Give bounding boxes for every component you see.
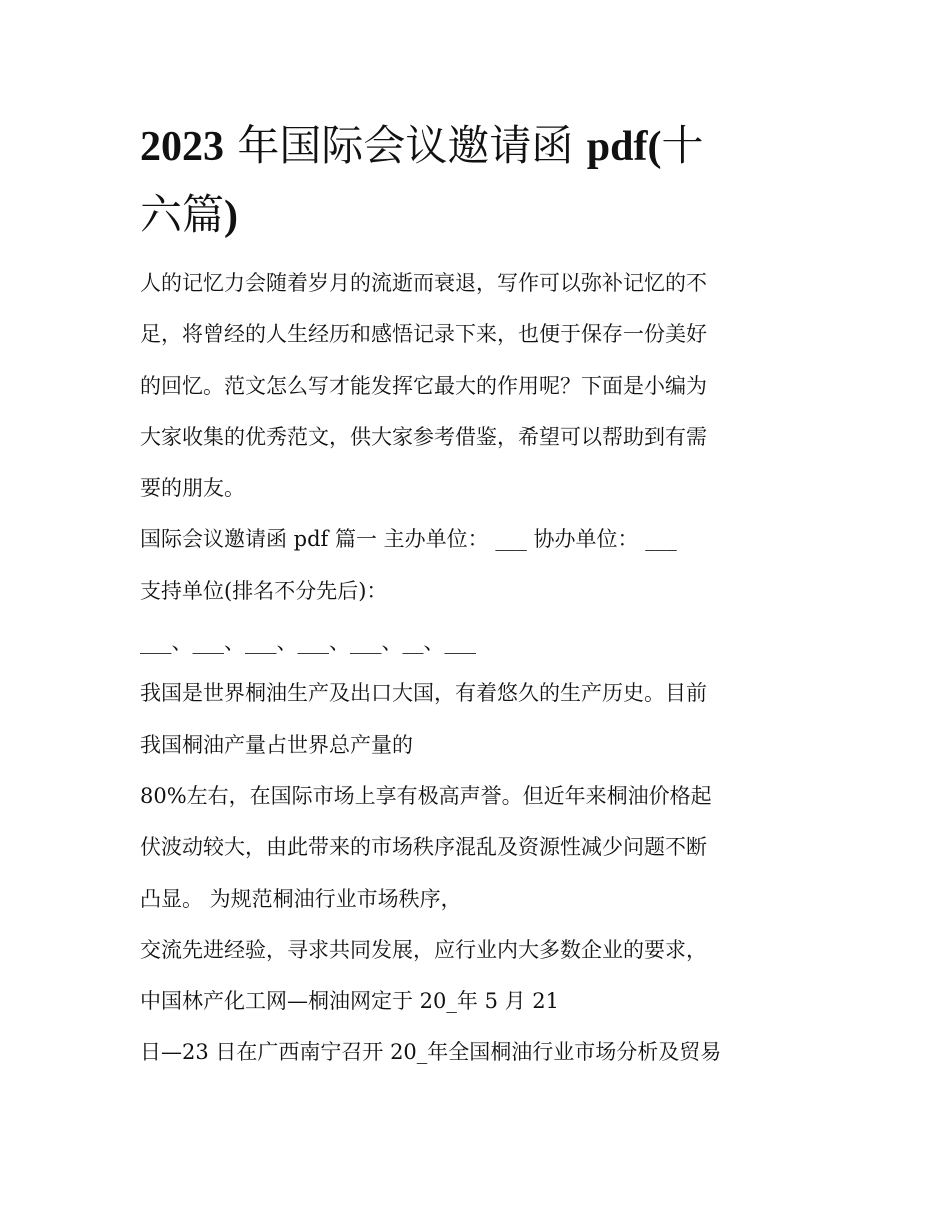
body-line: 足，将曾经的人生经历和感悟记录下来，也便于保存一份美好	[140, 322, 707, 347]
body-line: 我国是世界桐油生产及出口大国，有着悠久的生产历史。目前	[140, 681, 707, 706]
document-page	[140, 112, 812, 1079]
body-line: 中国林产化工网—桐油网定于 20_年 5 月 21	[140, 989, 560, 1014]
body-line: 国际会议邀请函 pdf 篇一 主办单位： ___ 协办单位： ___	[140, 527, 677, 552]
body-line: 大家收集的优秀范文，供大家参考借鉴，希望可以帮助到有需	[140, 424, 707, 449]
body-line: 我国桐油产量占世界总产量的	[140, 732, 413, 757]
body-line: 80%左右，在国际市场上享有极高声誉。但近年来桐油价格起	[140, 783, 712, 808]
document-title	[140, 112, 812, 250]
body-line: 要的朋友。	[140, 476, 245, 501]
body-line: 伏波动较大，由此带来的市场秩序混乱及资源性减少问题不断	[140, 835, 707, 860]
document-body	[140, 258, 812, 1079]
body-line: 日—23 日在广西南宁召开 20_年全国桐油行业市场分析及贸易	[140, 1040, 722, 1065]
body-line: 支持单位(排名不分先后)：	[140, 578, 388, 603]
title-line1-end: 十	[661, 121, 704, 170]
body-line: 交流先进经验，寻求共同发展，应行业内大多数企业的要求，	[140, 937, 707, 962]
title-line2-text: 六篇	[140, 190, 225, 239]
title-close-paren: )	[224, 193, 239, 239]
body-line: 凸显。 为规范桐油行业市场秩序，	[140, 886, 462, 911]
body-line: 人的记忆力会随着岁月的流逝而衰退，写作可以弥补记忆的不	[140, 271, 707, 295]
title-line-1	[140, 112, 812, 181]
title-pdf: pdf(	[586, 124, 662, 170]
title-year: 2023	[140, 124, 224, 170]
body-line: 的回忆。范文怎么写才能发挥它最大的作用呢？下面是小编为	[140, 373, 707, 398]
title-line-2	[140, 181, 812, 250]
title-main: 年国际会议邀请函	[237, 121, 574, 170]
body-line: ___、___、___、___、___、__、___	[140, 630, 476, 655]
